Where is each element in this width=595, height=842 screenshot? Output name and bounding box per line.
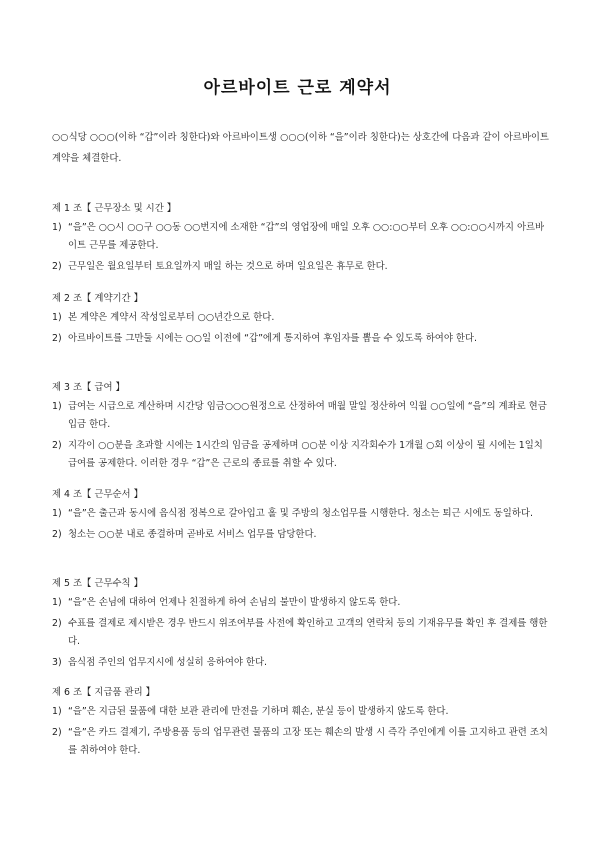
item-number: 1)	[52, 222, 62, 233]
item-text: 청소는 ○○분 내로 종결하며 곧바로 서비스 업무를 담당한다.	[68, 529, 317, 540]
article-1	[52, 198, 549, 276]
article-item	[52, 615, 549, 651]
item-number: 1)	[52, 401, 62, 412]
article-item	[52, 594, 549, 612]
item-number: 1)	[52, 706, 62, 717]
item-number: 1)	[52, 312, 62, 323]
article-item	[52, 505, 549, 523]
page-title: 아르바이트 근로 계약서	[203, 78, 392, 98]
article-heading: 제 5 조【 근무수칙 】	[52, 578, 143, 589]
item-text: 음식점 주인의 업무지시에 성실히 응하여야 한다.	[68, 657, 268, 668]
article-item	[52, 258, 549, 276]
article-item	[52, 526, 549, 544]
item-text: 아르바이트를 그만둘 시에는 ○○일 이전에 “갑”에게 통지하여 후임자를 뽑을 수 있도록 하여야 한다.	[68, 333, 477, 344]
item-number: 2)	[52, 618, 62, 629]
article-5	[52, 573, 549, 672]
article-heading: 제 6 조【 지급품 관리 】	[52, 687, 156, 698]
intro-paragraph: ○○식당 ○○○(이하 “갑”이라 칭한다)와 아르바이트생 ○○○(이하 “을”이라 칭한다)는 상호간에 다음과 같이 아르바이트 계약을 체결한다.	[52, 132, 549, 164]
item-number: 3)	[52, 657, 62, 668]
article-item	[52, 330, 549, 348]
item-text: 본 계약은 계약서 작성일로부터 ○○년간으로 한다.	[68, 312, 275, 323]
item-text: “을”은 지급된 물품에 대한 보관 관리에 만전을 기하며 훼손, 분실 등이 발생하지 않도록 한다.	[68, 706, 449, 717]
item-number: 1)	[52, 597, 62, 608]
item-text: “을”은 출근과 동시에 음식점 정복으로 갈아입고 홀 및 주방의 청소업무를 시행한다. 청소는 퇴근 시에도 동일하다.	[68, 508, 533, 519]
item-text: 급여는 시급으로 계산하며 시간당 임금○○○원정으로 산정하여 매월 말일 정산하여 익월 ○○일에 “을”의 계좌로 현금입금 한다.	[68, 401, 547, 430]
article-item	[52, 219, 549, 255]
item-number: 2)	[52, 333, 62, 344]
item-text: 지각이 ○○분을 초과할 시에는 1시간의 임금을 공제하며 ○○분 이상 지각회수가 1개월 ○회 이상이 될 시에는 1일치 급여를 공제한다. 이러한 경우 “갑”은 근로의 종료를 취할 수 있다.	[68, 440, 543, 469]
item-text: “을”은 카드 결제기, 주방용품 등의 업무관련 물품의 고장 또는 훼손의 발생 시 즉각 주인에게 이를 고지하고 관련 조치를 취하여야 한다.	[68, 727, 548, 756]
article-item	[52, 703, 549, 721]
item-text: 근무일은 월요일부터 토요일까지 매일 하는 것으로 하며 일요일은 휴무로 한다.	[68, 261, 388, 272]
article-item	[52, 724, 549, 760]
item-number: 2)	[52, 261, 62, 272]
item-text: 수표를 결제로 제시받은 경우 반드시 위조여부를 사전에 확인하고 고객의 연락처 등의 기재유무를 확인 후 결제를 행한다.	[68, 618, 548, 647]
item-number: 2)	[52, 727, 62, 738]
article-item	[52, 309, 549, 327]
article-heading: 제 3 조【 급여 】	[52, 382, 125, 393]
article-3	[52, 377, 549, 473]
article-item	[52, 654, 549, 672]
article-heading: 제 1 조【 근무장소 및 시간 】	[52, 203, 177, 214]
item-number: 2)	[52, 529, 62, 540]
article-6	[52, 682, 549, 760]
item-number: 1)	[52, 508, 62, 519]
item-text: “을”은 손님에 대하여 언제나 친절하게 하여 손님의 불만이 발생하지 않도록 한다.	[68, 597, 401, 608]
article-heading: 제 2 조【 계약기간 】	[52, 293, 143, 304]
article-item	[52, 437, 549, 473]
article-item	[52, 398, 549, 434]
item-number: 2)	[52, 440, 62, 451]
article-2	[52, 288, 549, 348]
article-heading: 제 4 조【 근무순서 】	[52, 489, 143, 500]
article-4	[52, 484, 549, 544]
item-text: “을”은 ○○시 ○○구 ○○동 ○○번지에 소재한 “갑”의 영업장에 매일 오후 ○○:○○부터 오후 ○○:○○시까지 아르바이트 근무를 제공한다.	[68, 222, 545, 251]
